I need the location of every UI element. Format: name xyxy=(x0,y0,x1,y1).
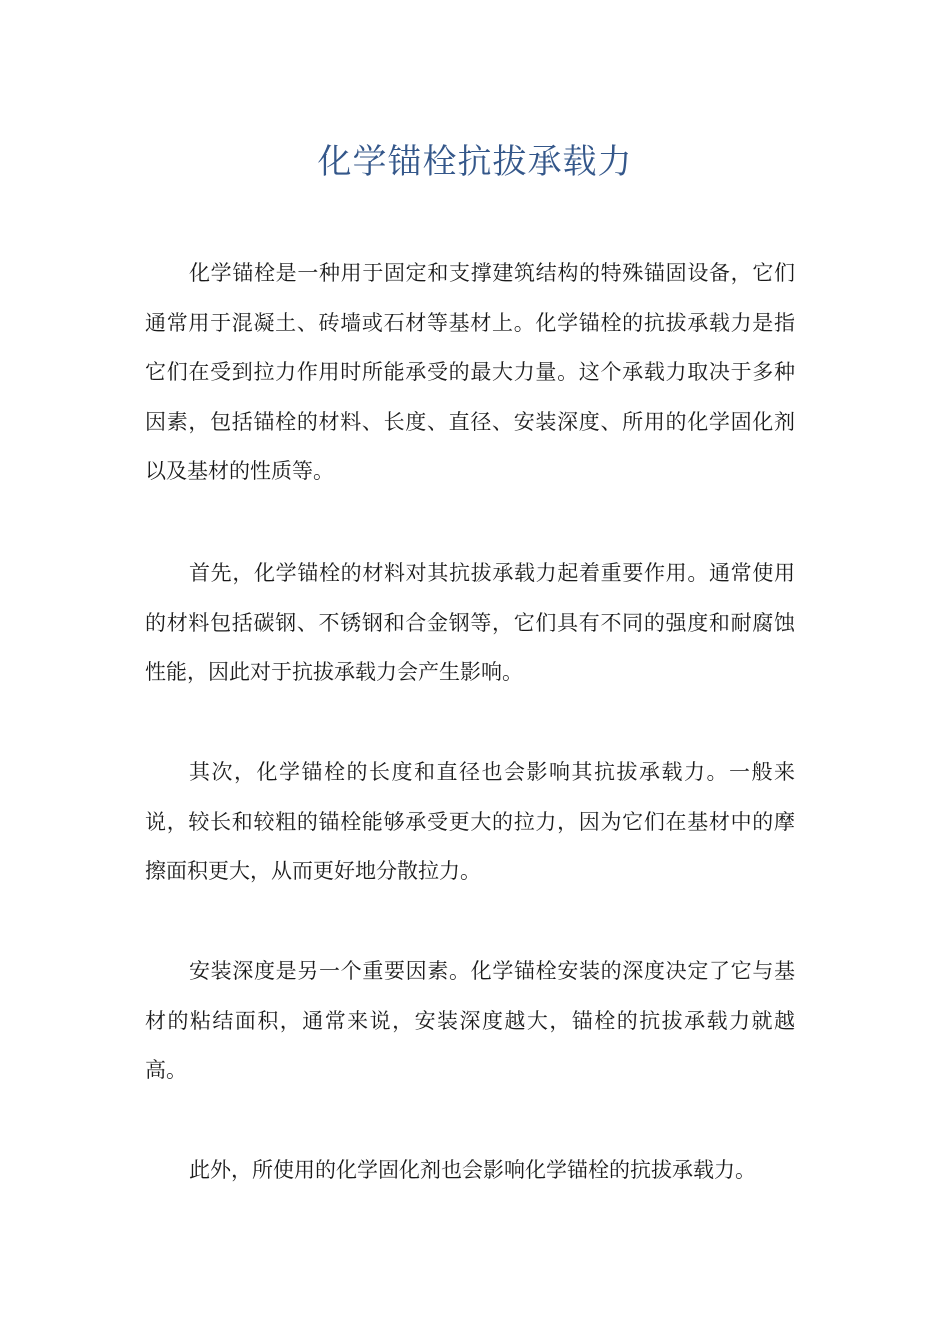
paragraph-5: 此外，所使用的化学固化剂也会影响化学锚栓的抗拔承载力。 xyxy=(189,1158,756,1182)
paragraph-3: 其次，化学锚栓的长度和直径也会影响其抗拔承载力。一般来说，较长和较粗的锚栓能够承受更大的拉力，因为它们在基材中的摩擦面积更大，从而更好地分散拉力。 xyxy=(145,760,795,883)
paragraph-4: 安装深度是另一个重要因素。化学锚栓安装的深度决定了它与基材的粘结面积，通常来说，安装深度越大，锚栓的抗拔承载力就越高。 xyxy=(145,959,795,1082)
document-title: 化学锚栓抗拔承载力 xyxy=(317,142,633,182)
paragraph-2: 首先，化学锚栓的材料对其抗拔承载力起着重要作用。通常使用的材料包括碳钢、不锈钢和合金钢等，它们具有不同的强度和耐腐蚀性能，因此对于抗拔承载力会产生影响。 xyxy=(145,561,795,684)
paragraph-1: 化学锚栓是一种用于固定和支撑建筑结构的特殊锚固设备，它们通常用于混凝土、砖墙或石材等基材上。化学锚栓的抗拔承载力是指它们在受到拉力作用时所能承受的最大力量。这个承载力取决于多种因素，包括锚栓的材料、长度、直径、安装深度、所用的化学固化剂以及基材的性质等。 xyxy=(145,261,795,483)
